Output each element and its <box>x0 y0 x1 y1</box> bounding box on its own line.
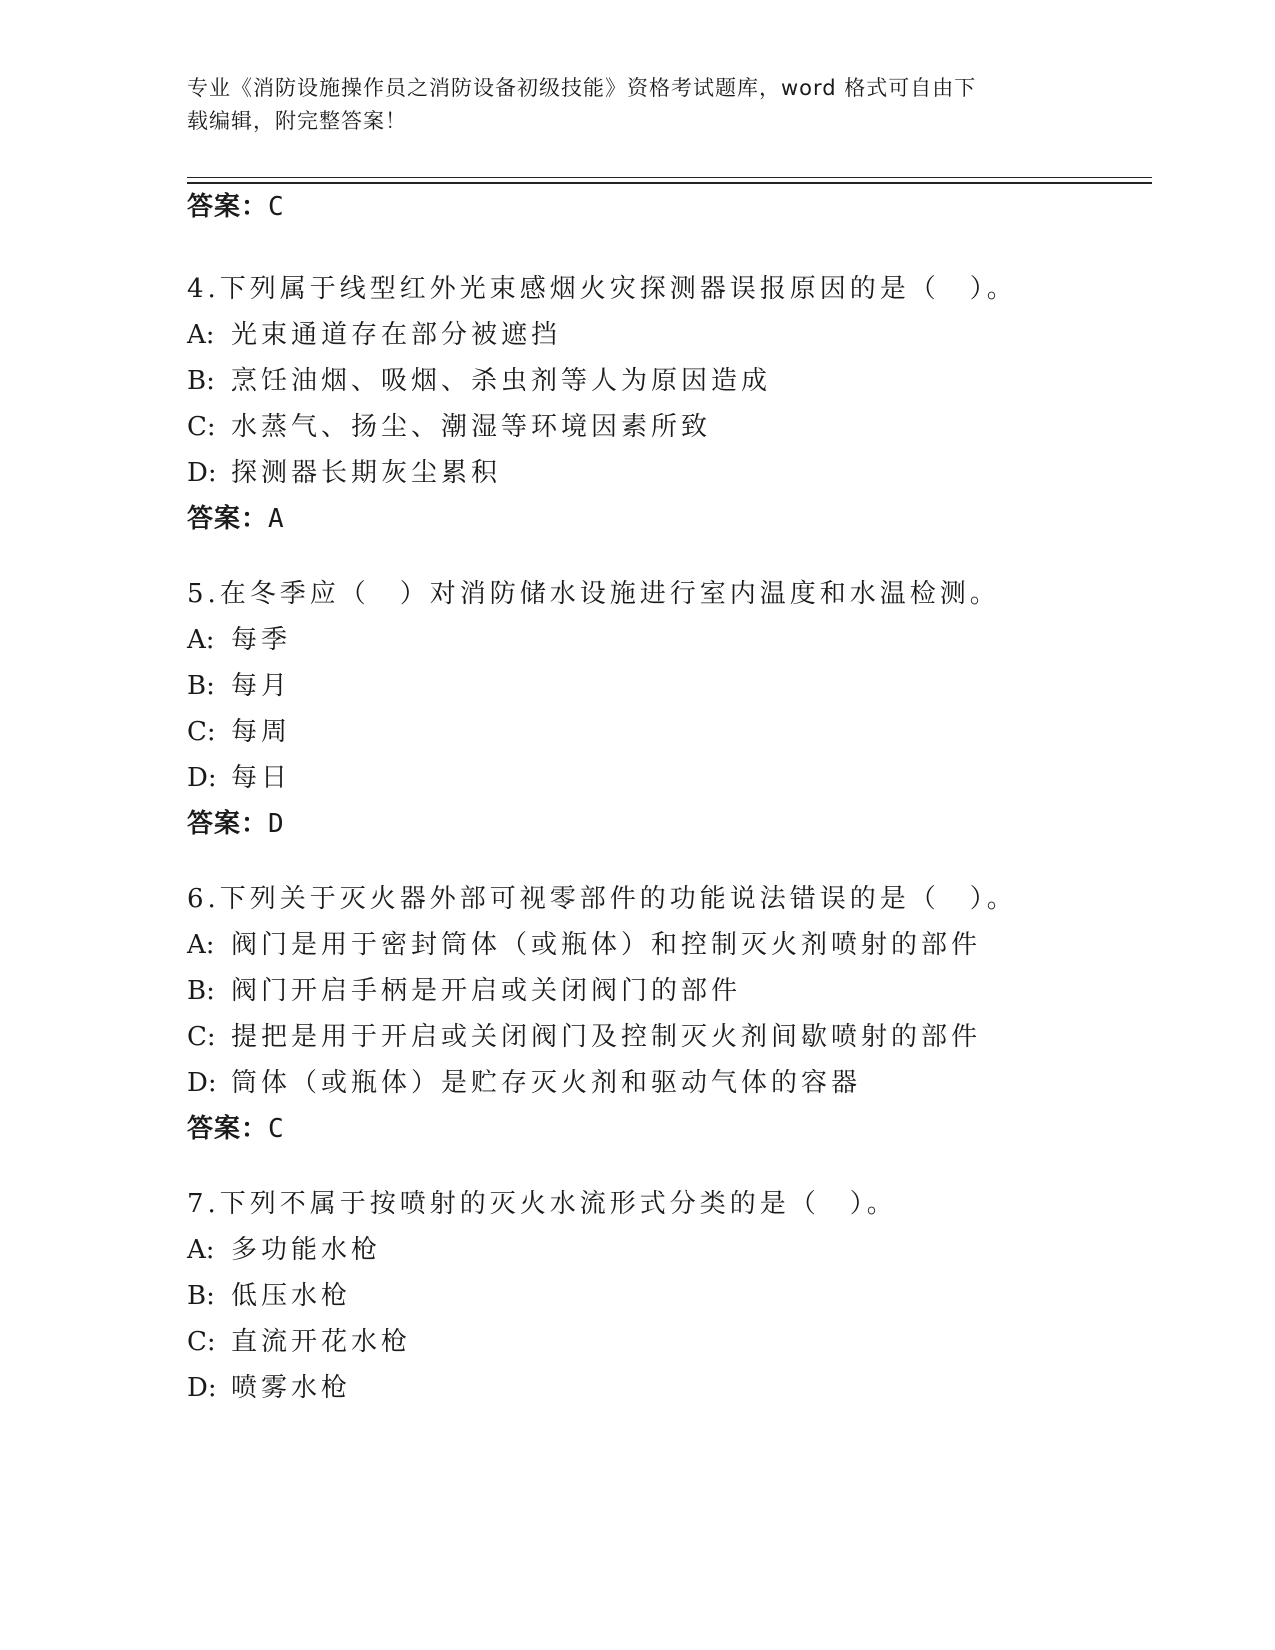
option-text: 每月 <box>231 671 292 701</box>
option-b <box>187 968 1187 1014</box>
option-text: 筒体（或瓶体）是贮存灭火剂和驱动气体的容器 <box>231 1068 862 1098</box>
option-a <box>187 922 1187 968</box>
option-text: 烹饪油烟、吸烟、杀虫剂等人为原因造成 <box>231 366 772 396</box>
option-text: 直流开花水枪 <box>231 1327 412 1357</box>
question-6 <box>187 876 1187 1152</box>
option-letter: D: <box>187 1373 217 1403</box>
answer-label: 答案： <box>187 1114 269 1144</box>
option-c <box>187 404 1187 450</box>
question-stem: 4.下列属于线型红外光束感烟火灾探测器误报原因的是（ ）。 <box>187 274 1017 304</box>
option-c <box>187 1319 1187 1365</box>
answer-label: 答案： <box>187 504 269 534</box>
question-4 <box>187 266 1187 542</box>
option-d <box>187 1060 1187 1106</box>
option-c <box>187 1014 1187 1060</box>
answer-value: A <box>268 504 285 534</box>
option-letter: A: <box>187 625 215 655</box>
option-a <box>187 312 1187 358</box>
header-line-2: 载编辑，附完整答案！ <box>187 109 407 133</box>
option-letter: B: <box>187 366 215 396</box>
option-letter: B: <box>187 1281 215 1311</box>
header-line-1: 专业《消防设施操作员之消防设备初级技能》资格考试题库，word 格式可自由下 <box>187 76 977 100</box>
question-stem: 7.下列不属于按喷射的灭火水流形式分类的是（ ）。 <box>187 1189 897 1219</box>
option-letter: D: <box>187 763 217 793</box>
option-a <box>187 617 1187 663</box>
option-text: 多功能水枪 <box>231 1235 382 1265</box>
header-divider-thick <box>187 182 1152 184</box>
option-text: 每日 <box>231 763 292 793</box>
option-a <box>187 1227 1187 1273</box>
option-letter: A: <box>187 320 215 350</box>
option-b <box>187 1273 1187 1319</box>
option-text: 阀门是用于密封筒体（或瓶体）和控制灭火剂喷射的部件 <box>231 930 982 960</box>
option-text: 光束通道存在部分被遮挡 <box>231 320 562 350</box>
question-answer <box>187 496 1187 542</box>
option-text: 水蒸气、扬尘、潮湿等环境因素所致 <box>231 412 712 442</box>
option-text: 低压水枪 <box>231 1281 352 1311</box>
option-letter: B: <box>187 671 215 701</box>
option-d <box>187 450 1187 496</box>
option-text: 探测器长期灰尘累积 <box>231 458 502 488</box>
question-stem: 6.下列关于灭火器外部可视零部件的功能说法错误的是（ ）。 <box>187 884 1017 914</box>
answer-value: C <box>268 192 285 222</box>
option-letter: C: <box>187 1327 216 1357</box>
option-letter: C: <box>187 412 216 442</box>
option-text: 每周 <box>231 717 292 747</box>
option-d <box>187 1365 1187 1411</box>
option-d <box>187 755 1187 801</box>
question-answer <box>187 801 1187 847</box>
document-header <box>187 72 1087 138</box>
option-text: 阀门开启手柄是开启或关闭阀门的部件 <box>231 976 742 1006</box>
answer-value: C <box>268 1114 285 1144</box>
header-divider-thin <box>187 177 1152 178</box>
option-letter: D: <box>187 1068 217 1098</box>
answer-label: 答案： <box>187 809 269 839</box>
option-b <box>187 358 1187 404</box>
option-letter: B: <box>187 976 215 1006</box>
option-text: 每季 <box>231 625 292 655</box>
option-b <box>187 663 1187 709</box>
answer-value: D <box>268 809 285 839</box>
option-letter: D: <box>187 458 217 488</box>
question-5 <box>187 571 1187 847</box>
option-c <box>187 709 1187 755</box>
option-text: 提把是用于开启或关闭阀门及控制灭火剂间歇喷射的部件 <box>231 1022 982 1052</box>
option-letter: A: <box>187 930 215 960</box>
option-text: 喷雾水枪 <box>231 1373 352 1403</box>
option-letter: A: <box>187 1235 215 1265</box>
option-letter: C: <box>187 1022 216 1052</box>
question-7 <box>187 1181 1187 1411</box>
previous-answer <box>187 186 285 223</box>
question-answer <box>187 1106 1187 1152</box>
option-letter: C: <box>187 717 216 747</box>
question-stem: 5.在冬季应（ ）对消防储水设施进行室内温度和水温检测。 <box>187 579 1000 609</box>
answer-label: 答案： <box>187 192 269 222</box>
